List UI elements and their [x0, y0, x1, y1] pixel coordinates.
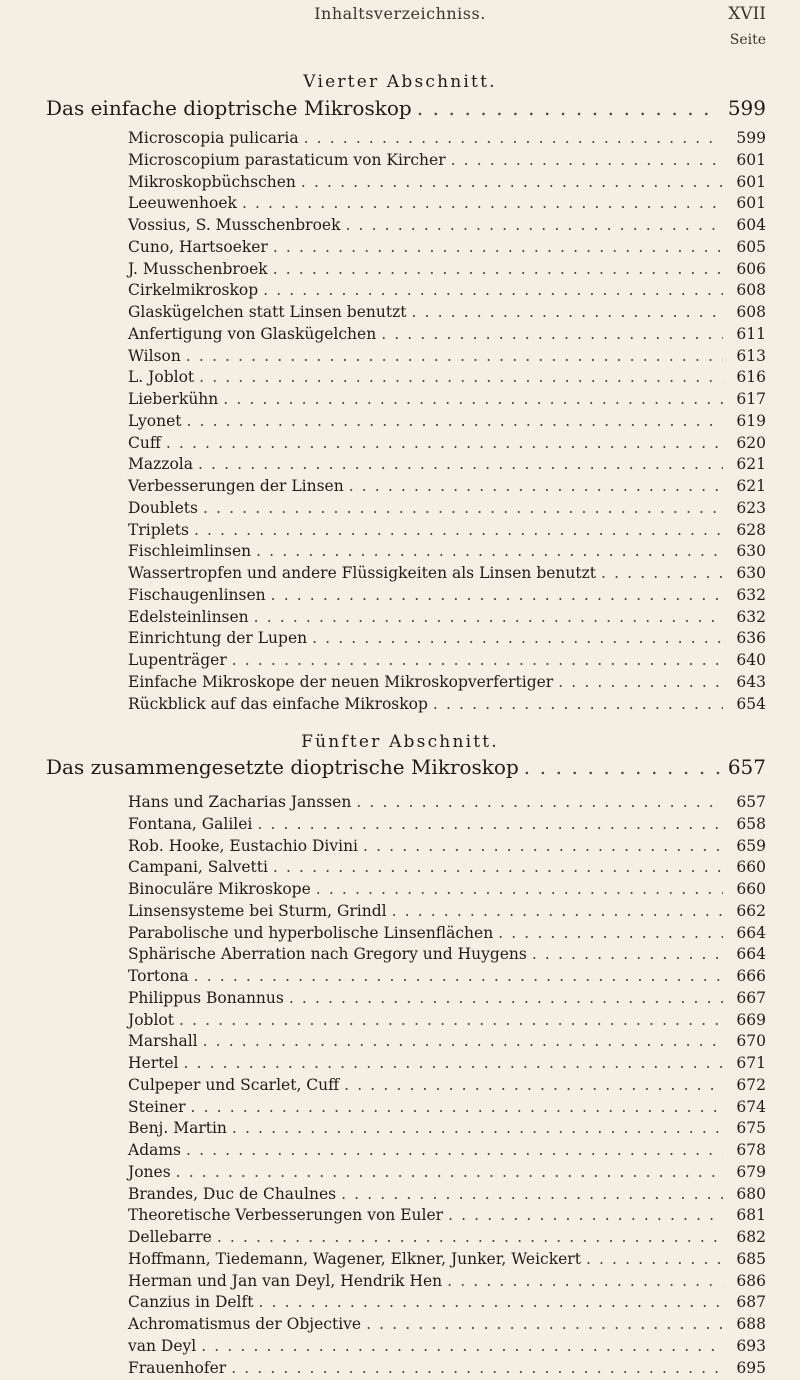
entry-label: Leeuwenhoek	[128, 194, 237, 212]
dot-leader	[344, 1076, 723, 1094]
dot-leader	[166, 434, 723, 452]
toc-entry[interactable]	[128, 586, 766, 608]
toc-entry[interactable]	[128, 216, 766, 238]
dot-leader	[257, 815, 723, 833]
dot-leader	[223, 390, 723, 408]
entry-page: 667	[728, 989, 766, 1007]
dot-leader	[232, 1119, 723, 1137]
entry-label: Lupenträger	[128, 651, 227, 669]
entry-label: Wassertropfen und andere Flüssigkeiten als Linsen benutzt	[128, 564, 596, 582]
entry-page: 675	[728, 1119, 766, 1137]
entry-page: 604	[728, 216, 766, 234]
entry-page: 682	[728, 1228, 766, 1246]
entry-page: 640	[728, 651, 766, 669]
section4-entries	[128, 129, 766, 716]
entry-page: 658	[728, 815, 766, 833]
entry-label: Philippus Bonannus	[128, 989, 284, 1007]
dot-leader	[301, 173, 723, 191]
entry-label: Adams	[128, 1141, 181, 1159]
entry-page: 620	[728, 434, 766, 452]
toc-entry[interactable]	[128, 390, 766, 412]
toc-entry[interactable]	[128, 499, 766, 521]
entry-label: Microscopium parastaticum von Kircher	[128, 151, 446, 169]
entry-label: Joblot	[128, 1011, 174, 1029]
entry-page: 621	[728, 477, 766, 495]
section5-heading: Fünfter Abschnitt.	[0, 732, 800, 752]
toc-entry[interactable]	[128, 521, 766, 543]
entry-label: Einfache Mikroskope der neuen Mikroskopverfertiger	[128, 673, 553, 691]
entry-page: 611	[728, 325, 766, 343]
entry-label: Anfertigung von Glaskügelchen	[128, 325, 376, 343]
toc-entry[interactable]	[128, 151, 766, 173]
dot-leader	[201, 1337, 723, 1355]
entry-page: 688	[728, 1315, 766, 1333]
entry-page: 621	[728, 455, 766, 473]
toc-entry[interactable]	[128, 368, 766, 390]
entry-page: 686	[728, 1272, 766, 1290]
section5-entries	[128, 793, 766, 1380]
entry-page: 623	[728, 499, 766, 517]
toc-entry[interactable]	[128, 1293, 766, 1315]
entry-label: Tortona	[128, 967, 189, 985]
toc-entry[interactable]	[128, 1011, 766, 1033]
entry-label: Glaskügelchen statt Linsen benutzt	[128, 303, 406, 321]
dot-leader	[217, 1228, 723, 1246]
toc-entry[interactable]	[128, 1076, 766, 1098]
dot-leader	[203, 1032, 723, 1050]
dot-leader	[392, 902, 723, 920]
dot-leader	[194, 521, 723, 539]
chapter-title: Das einfache dioptrische Mikroskop	[46, 96, 412, 120]
entry-label: Einrichtung der Lupen	[128, 629, 307, 647]
entry-page: 617	[728, 390, 766, 408]
entry-page: 606	[728, 260, 766, 278]
dot-leader	[601, 564, 723, 582]
entry-page: 628	[728, 521, 766, 539]
dot-leader	[186, 1141, 723, 1159]
entry-label: Fontana, Galilei	[128, 815, 252, 833]
entry-label: Herman und Jan van Deyl, Hendrik Hen	[128, 1272, 442, 1290]
entry-page: 630	[728, 542, 766, 560]
toc-entry[interactable]	[128, 564, 766, 586]
toc-entry[interactable]	[128, 1337, 766, 1359]
entry-label: J. Musschenbroek	[128, 260, 268, 278]
dot-leader	[199, 368, 723, 386]
toc-entry[interactable]	[128, 1228, 766, 1250]
entry-label: Microscopia pulicaria	[128, 129, 299, 147]
entry-page: 666	[728, 967, 766, 985]
entry-label: Hertel	[128, 1054, 178, 1072]
entry-label: L. Joblot	[128, 368, 194, 386]
toc-entry[interactable]	[128, 608, 766, 630]
entry-page: 670	[728, 1032, 766, 1050]
dot-leader	[498, 924, 723, 942]
entry-page: 605	[728, 238, 766, 256]
chapter-page: 599	[726, 96, 766, 120]
dot-leader	[289, 989, 723, 1007]
entry-label: Doublets	[128, 499, 198, 517]
entry-label: Edelsteinlinsen	[128, 608, 249, 626]
dot-leader	[558, 673, 723, 691]
dot-leader	[232, 651, 723, 669]
toc-entry[interactable]	[128, 1032, 766, 1054]
entry-label: Hans und Zacharias Janssen	[128, 793, 351, 811]
entry-page: 619	[728, 412, 766, 430]
dot-leader	[381, 325, 723, 343]
running-head	[0, 4, 800, 24]
toc-entry[interactable]	[128, 1119, 766, 1141]
entry-label: Canzius in Delft	[128, 1293, 253, 1311]
entry-label: Rückblick auf das einfache Mikroskop	[128, 695, 428, 713]
toc-entry[interactable]	[128, 945, 766, 967]
dot-leader	[341, 1185, 723, 1203]
dot-leader	[203, 499, 723, 517]
toc-entry[interactable]	[128, 455, 766, 477]
dot-leader	[451, 151, 723, 169]
toc-entry[interactable]	[128, 325, 766, 347]
dot-leader	[363, 837, 723, 855]
toc-entry[interactable]	[128, 673, 766, 695]
toc-entry[interactable]	[128, 477, 766, 499]
entry-label: Culpeper und Scarlet, Cuff	[128, 1076, 339, 1094]
dot-leader	[448, 1206, 723, 1224]
entry-page: 599	[728, 129, 766, 147]
dot-leader	[366, 1315, 723, 1333]
entry-page: 679	[728, 1163, 766, 1181]
toc-entry[interactable]	[128, 858, 766, 880]
dot-leader	[242, 194, 723, 212]
entry-label: Fischleimlinsen	[128, 542, 251, 560]
section4-heading: Vierter Abschnitt.	[0, 72, 800, 92]
dot-leader	[183, 1054, 723, 1072]
entry-page: 608	[728, 303, 766, 321]
entry-label: Wilson	[128, 347, 181, 365]
dot-leader	[447, 1272, 723, 1290]
entry-page: 680	[728, 1185, 766, 1203]
entry-label: Steiner	[128, 1098, 186, 1116]
toc-entry[interactable]	[128, 1315, 766, 1337]
toc-entry[interactable]	[128, 695, 766, 717]
running-head-page-number: XVII	[728, 4, 766, 24]
dot-leader	[316, 880, 723, 898]
entry-label: Jones	[128, 1163, 171, 1181]
entry-page: 678	[728, 1141, 766, 1159]
entry-page: 616	[728, 368, 766, 386]
dot-leader	[346, 216, 724, 234]
toc-entry[interactable]	[128, 902, 766, 924]
dot-leader	[263, 281, 723, 299]
entry-label: Frauenhofer	[128, 1359, 226, 1377]
toc-entry[interactable]	[128, 629, 766, 651]
dot-leader	[586, 1250, 723, 1268]
toc-entry[interactable]	[128, 1185, 766, 1207]
toc-entry[interactable]	[128, 542, 766, 564]
dot-leader	[349, 477, 723, 495]
entry-page: 664	[728, 945, 766, 963]
section4-chapter[interactable]	[46, 96, 766, 122]
entry-label: Dellebarre	[128, 1228, 212, 1246]
entry-page: 672	[728, 1076, 766, 1094]
entry-label: Marshall	[128, 1032, 198, 1050]
toc-entry[interactable]	[128, 1250, 766, 1272]
dot-leader	[256, 542, 723, 560]
dot-leader	[273, 260, 723, 278]
dot-leader	[231, 1359, 723, 1377]
toc-entry[interactable]	[128, 1206, 766, 1228]
entry-page: 669	[728, 1011, 766, 1029]
toc-entry[interactable]	[128, 880, 766, 902]
dot-leader	[417, 96, 721, 120]
entry-page: 613	[728, 347, 766, 365]
toc-entry[interactable]	[128, 1098, 766, 1120]
entry-label: Brandes, Duc de Chaulnes	[128, 1185, 336, 1203]
entry-page: 660	[728, 880, 766, 898]
toc-entry[interactable]	[128, 651, 766, 673]
chapter-title: Das zusammengesetzte dioptrische Mikroskop	[46, 755, 519, 779]
toc-entry[interactable]	[128, 1359, 766, 1380]
dot-leader	[194, 967, 723, 985]
entry-page: 630	[728, 564, 766, 582]
entry-label: Lyonet	[128, 412, 182, 430]
entry-label: Benj. Martin	[128, 1119, 227, 1137]
dot-leader	[312, 629, 723, 647]
entry-label: Fischaugenlinsen	[128, 586, 266, 604]
dot-leader	[356, 793, 723, 811]
running-head-title: Inhaltsverzeichniss.	[0, 4, 800, 23]
entry-page: 659	[728, 837, 766, 855]
entry-page: 601	[728, 173, 766, 191]
entry-page: 681	[728, 1206, 766, 1224]
entry-label: Cuno, Hartsoeker	[128, 238, 268, 256]
entry-page: 636	[728, 629, 766, 647]
dot-leader	[176, 1163, 723, 1181]
entry-label: Campani, Salvetti	[128, 858, 268, 876]
toc-entry[interactable]	[128, 967, 766, 989]
entry-page: 632	[728, 608, 766, 626]
seite-label: Seite	[730, 32, 766, 48]
toc-entry[interactable]	[128, 238, 766, 260]
entry-label: Lieberkühn	[128, 390, 218, 408]
dot-leader	[186, 347, 723, 365]
entry-page: 601	[728, 151, 766, 169]
toc-entry[interactable]	[128, 793, 766, 815]
dot-leader	[254, 608, 723, 626]
toc-entry[interactable]	[128, 281, 766, 303]
toc-entry[interactable]	[128, 303, 766, 325]
toc-entry[interactable]	[128, 815, 766, 837]
entry-page: 643	[728, 673, 766, 691]
toc-entry[interactable]	[128, 194, 766, 216]
entry-page: 674	[728, 1098, 766, 1116]
entry-label: Vossius, S. Musschenbroek	[128, 216, 341, 234]
entry-page: 664	[728, 924, 766, 942]
toc-entry[interactable]	[128, 129, 766, 151]
entry-label: Triplets	[128, 521, 189, 539]
entry-label: Cirkelmikroskop	[128, 281, 258, 299]
entry-page: 662	[728, 902, 766, 920]
entry-page: 601	[728, 194, 766, 212]
entry-label: Rob. Hooke, Eustachio Divini	[128, 837, 358, 855]
toc-entry[interactable]	[128, 1163, 766, 1185]
entry-label: Parabolische und hyperbolische Linsenflächen	[128, 924, 493, 942]
dot-leader	[258, 1293, 723, 1311]
toc-entry[interactable]	[128, 837, 766, 859]
toc-entry[interactable]	[128, 1141, 766, 1163]
entry-page: 671	[728, 1054, 766, 1072]
entry-page: 657	[728, 793, 766, 811]
entry-label: Mikroskopbüchschen	[128, 173, 296, 191]
toc-entry[interactable]	[128, 1054, 766, 1076]
dot-leader	[273, 858, 723, 876]
dot-leader	[532, 945, 723, 963]
toc-entry[interactable]	[128, 347, 766, 369]
entry-page: 685	[728, 1250, 766, 1268]
dot-leader	[198, 455, 723, 473]
section5-chapter[interactable]	[46, 755, 766, 781]
dot-leader	[187, 412, 724, 430]
entry-label: Verbesserungen der Linsen	[128, 477, 344, 495]
entry-label: Hoffmann, Tiedemann, Wagener, Elkner, Junker, Weickert	[128, 1250, 581, 1268]
entry-label: Binoculäre Mikroskope	[128, 880, 311, 898]
toc-entry[interactable]	[128, 989, 766, 1011]
dot-leader	[524, 755, 721, 779]
dot-leader	[271, 586, 723, 604]
entry-label: Cuff	[128, 434, 161, 452]
entry-label: Linsensysteme bei Sturm, Grindl	[128, 902, 387, 920]
chapter-page: 657	[726, 755, 766, 779]
toc-entry[interactable]	[128, 173, 766, 195]
dot-leader	[411, 303, 723, 321]
toc-entry[interactable]	[128, 412, 766, 434]
entry-page: 608	[728, 281, 766, 299]
toc-entry[interactable]	[128, 260, 766, 282]
dot-leader	[304, 129, 723, 147]
toc-entry[interactable]	[128, 434, 766, 456]
dot-leader	[191, 1098, 723, 1116]
entry-label: Sphärische Aberration nach Gregory und Huygens	[128, 945, 527, 963]
toc-entry[interactable]	[128, 924, 766, 946]
entry-label: Mazzola	[128, 455, 193, 473]
toc-entry[interactable]	[128, 1272, 766, 1294]
entry-label: van Deyl	[128, 1337, 196, 1355]
entry-page: 654	[728, 695, 766, 713]
dot-leader	[433, 695, 723, 713]
entry-page: 693	[728, 1337, 766, 1355]
entry-page: 660	[728, 858, 766, 876]
entry-page: 695	[728, 1359, 766, 1377]
entry-page: 687	[728, 1293, 766, 1311]
entry-label: Theoretische Verbesserungen von Euler	[128, 1206, 443, 1224]
dot-leader	[273, 238, 723, 256]
dot-leader	[179, 1011, 723, 1029]
entry-label: Achromatismus der Objective	[128, 1315, 361, 1333]
entry-page: 632	[728, 586, 766, 604]
